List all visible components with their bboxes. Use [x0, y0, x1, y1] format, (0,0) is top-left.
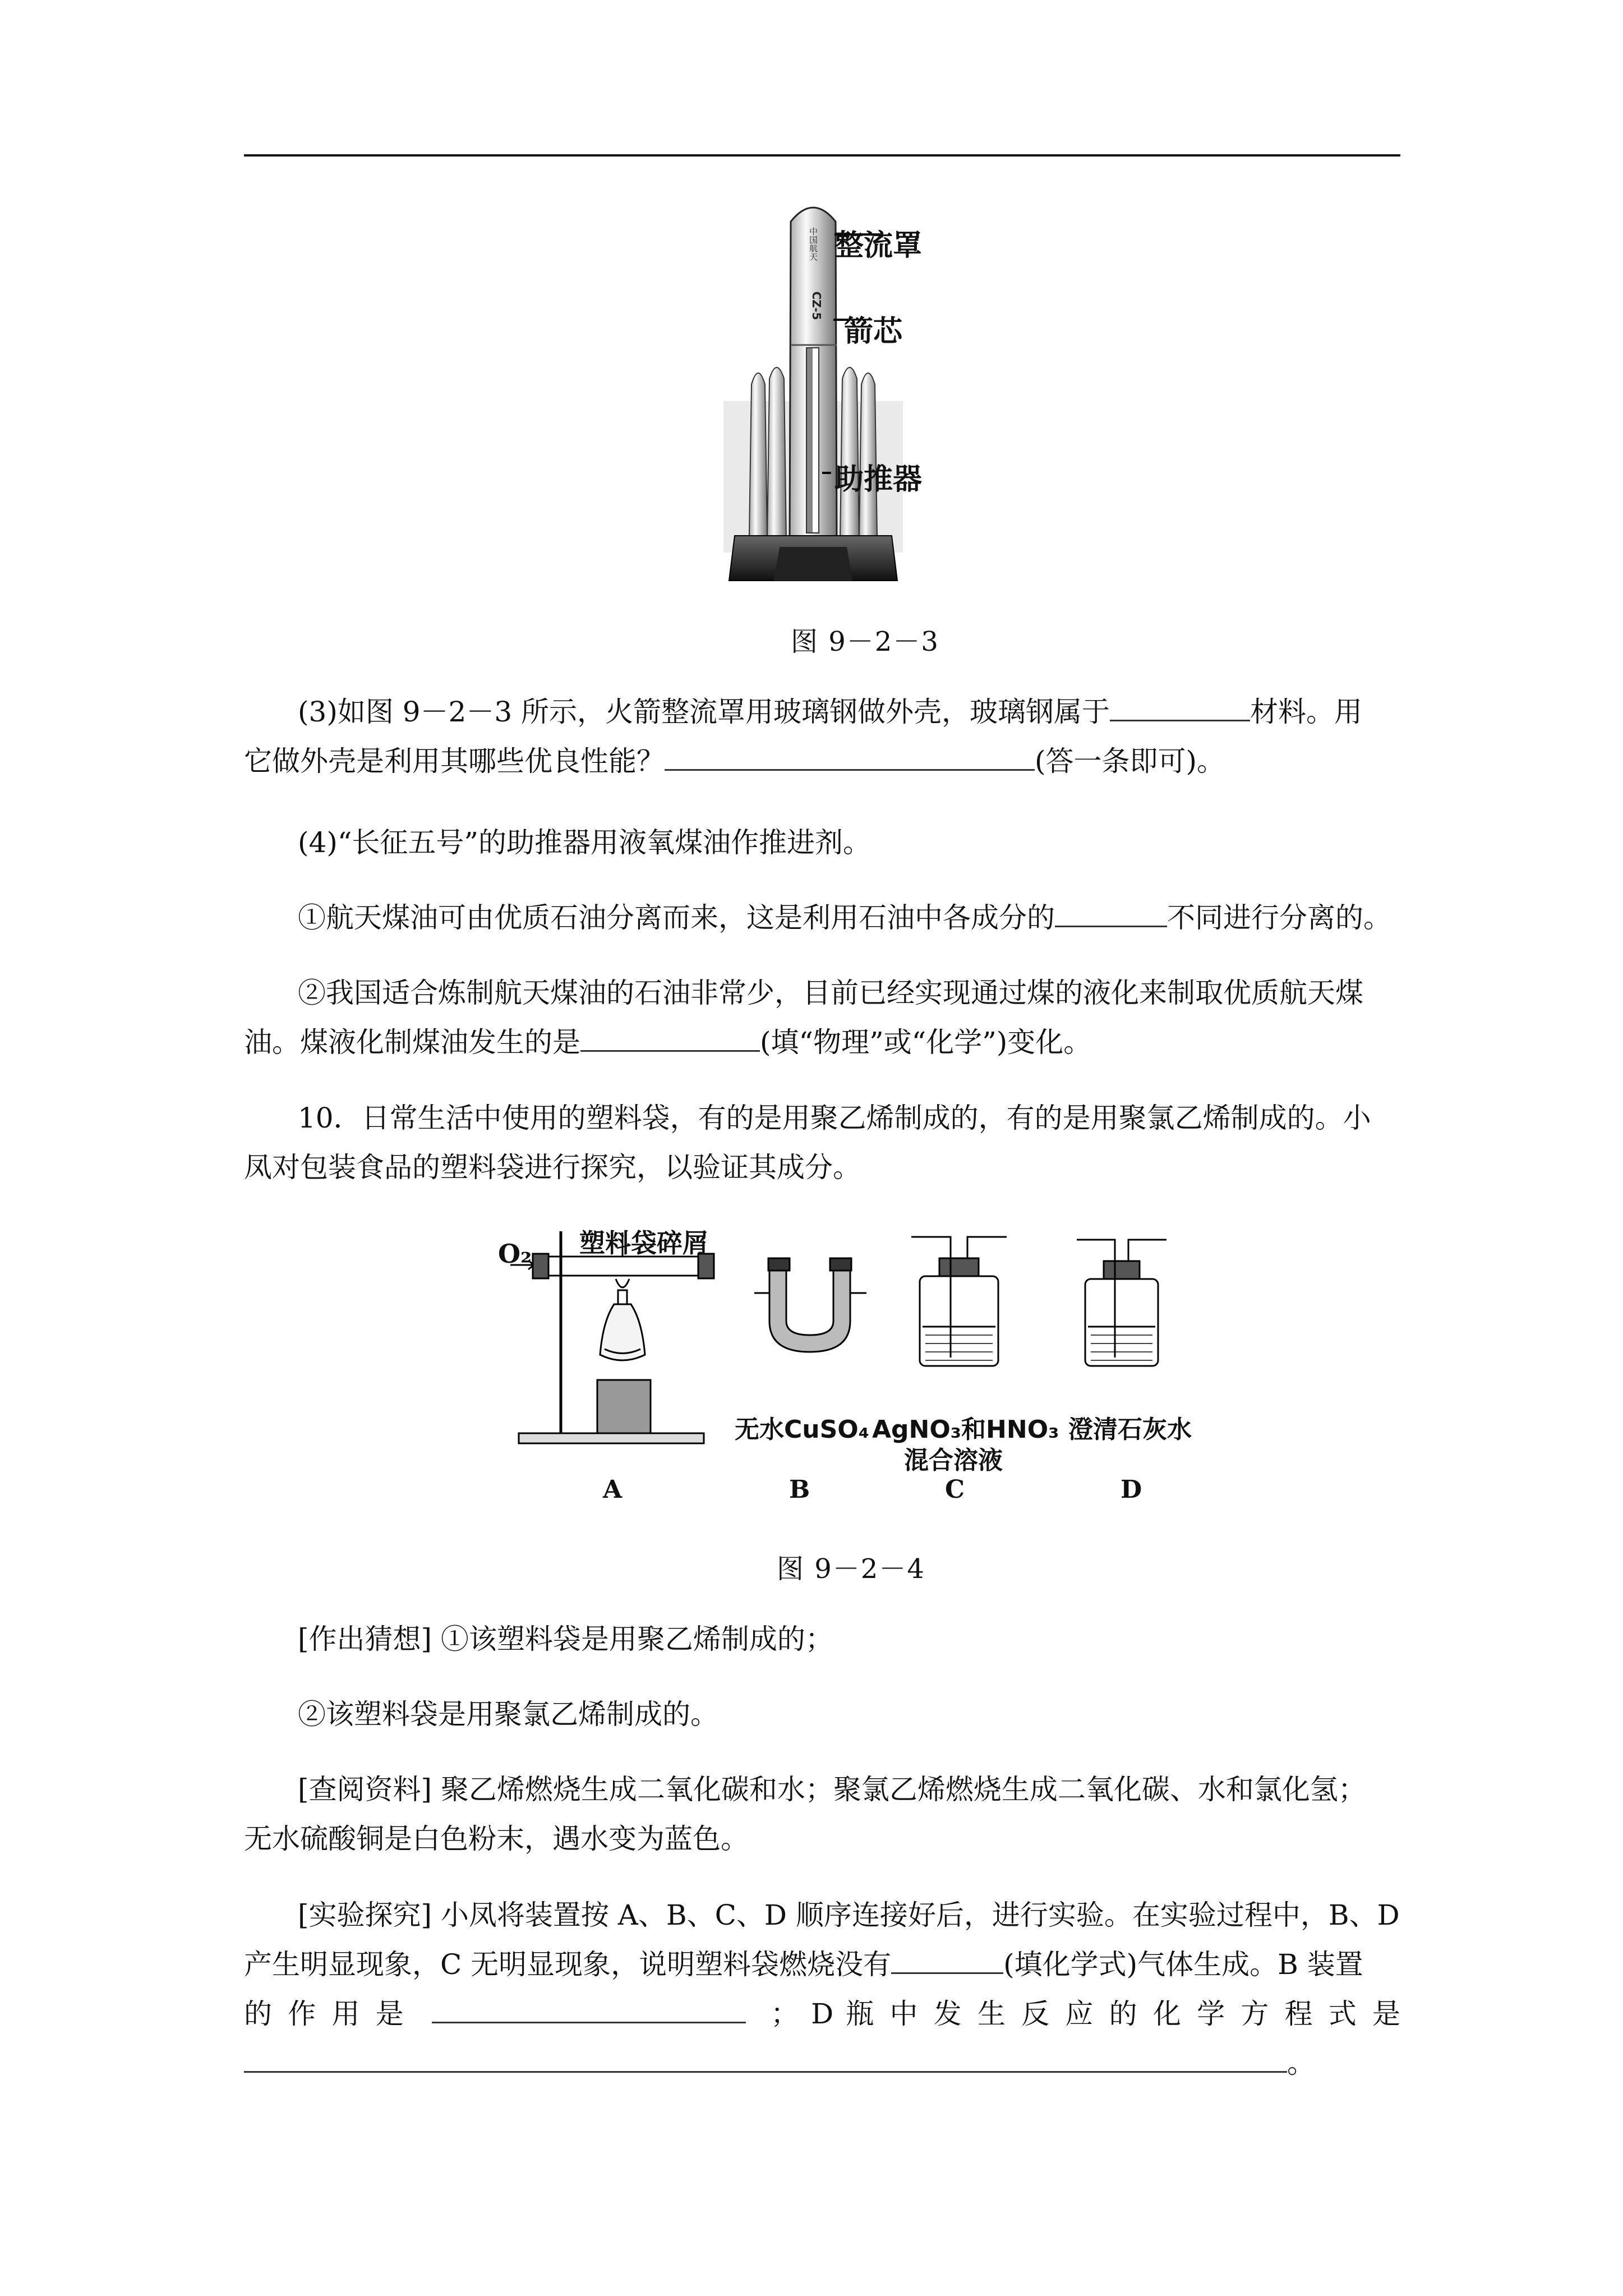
label-d: D [1121, 1475, 1142, 1504]
hypothesis-line1: [作出猜想] ①该塑料袋是用聚乙烯制成的； [298, 1623, 833, 1655]
q4-s2-line1: ②我国适合炼制航天煤油的石油非常少，目前已经实现通过煤的液化来制取优质航天煤 [298, 977, 1363, 1009]
label-a: A [603, 1475, 623, 1504]
label-c-reagent-1: AgNO₃和HNO₃ [872, 1415, 1059, 1444]
apparatus-b [754, 1258, 866, 1352]
experiment-line3: 的 作 用 是 ； D 瓶 中 发 生 反 应 的 化 学 方 程 式 是 [244, 1998, 1400, 2030]
rocket-code: CZ-5 [810, 291, 823, 320]
label-o2: O₂ [498, 1239, 532, 1269]
q3-line1: (3)如图 9－2－3 所示，火箭整流罩用玻璃钢做外壳，玻璃钢属于 材料。用 [298, 696, 1363, 728]
q4-s2-line2: 油。煤液化制煤油发生的是 (填“物理”或“化学”)变化。 [244, 1026, 1092, 1059]
apparatus-a [510, 1231, 714, 1443]
q10-line1: 10．日常生活中使用的塑料袋，有的是用聚乙烯制成的，有的是用聚氯乙烯制成的。小 [298, 1102, 1371, 1134]
label-fairing: 整流罩 [834, 229, 923, 263]
q4-blank2[interactable] [580, 1028, 760, 1052]
experiment-blank-b-role[interactable] [432, 1999, 746, 2023]
q3-blank1[interactable] [1110, 697, 1250, 721]
apparatus-d [1077, 1240, 1166, 1366]
apparatus-c [911, 1237, 1007, 1366]
header-rule [244, 154, 1400, 157]
q10-line2: 凤对包装食品的塑料袋进行探究，以验证其成分。 [244, 1151, 861, 1184]
rocket-text: 中国航天 [808, 227, 818, 261]
q3-blank2[interactable] [665, 747, 1035, 771]
reference-line2: 无水硫酸铜是白色粉末，遇水变为蓝色。 [244, 1823, 749, 1855]
experiment-blank-equation[interactable] [244, 2049, 1287, 2073]
experiment-line4: 。 [244, 2039, 1400, 2088]
label-booster: 助推器 [834, 463, 923, 496]
q4-s1: ①航天煤油可由优质石油分离而来，这是利用石油中各成分的 不同进行分离的。 [298, 901, 1391, 934]
label-scraps: 塑料袋碎屑 [579, 1228, 708, 1258]
experiment-blank-formula[interactable] [891, 1950, 1003, 1974]
label-c-reagent-2: 混合溶液 [904, 1446, 1003, 1475]
figure-caption-9-2-3: 图 9－2－3 [791, 626, 939, 657]
figure-caption-9-2-4: 图 9－2－4 [777, 1553, 925, 1585]
label-b-reagent: 无水CuSO₄ [735, 1415, 869, 1444]
experiment-line2: 产生明显现象，C 无明显现象，说明塑料袋燃烧没有 (填化学式)气体生成。B 装置 [244, 1948, 1363, 1981]
reference-line1: [查阅资料] 聚乙烯燃烧生成二氧化碳和水；聚氯乙烯燃烧生成二氧化碳、水和氯化氢； [298, 1773, 1366, 1806]
label-d-reagent: 澄清石灰水 [1068, 1415, 1192, 1444]
q3-line2: 它做外壳是利用其哪些优良性能？ (答一条即可)。 [244, 745, 1225, 777]
label-b: B [789, 1475, 810, 1504]
q4-blank1[interactable] [1055, 903, 1167, 927]
experiment-line1: [实验探究] 小凤将装置按 A、B、C、D 顺序连接好后，进行实验。在实验过程中，B、D [298, 1899, 1400, 1931]
label-core: 箭芯 [844, 315, 903, 348]
q4-intro: (4)“长征五号”的助推器用液氧煤油作推进剂。 [298, 826, 871, 859]
hypothesis-line2: ②该塑料袋是用聚氯乙烯制成的。 [298, 1698, 718, 1731]
label-c: C [945, 1475, 965, 1504]
core-stripe [806, 348, 819, 533]
